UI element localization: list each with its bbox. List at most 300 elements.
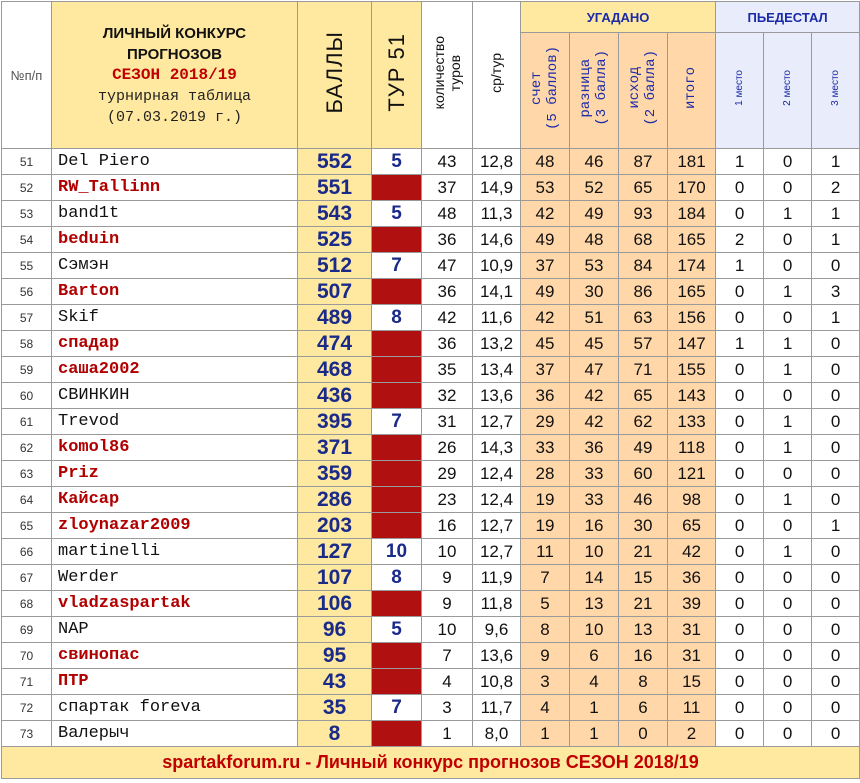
guessed-diff-cell: 33 bbox=[570, 461, 619, 487]
points-cell: 436 bbox=[298, 383, 372, 409]
date-label: (07.03.2019 г.) bbox=[106, 108, 243, 126]
row-number: 72 bbox=[2, 695, 52, 721]
guessed-diff-cell: 51 bbox=[570, 305, 619, 331]
guessed-outcome-cell: 84 bbox=[619, 253, 668, 279]
guessed-total-cell: 133 bbox=[668, 409, 716, 435]
guessed-score-cell: 8 bbox=[521, 617, 570, 643]
avg-per-tour-cell: 12,4 bbox=[473, 487, 521, 513]
player-name: Skif bbox=[52, 305, 298, 331]
col-balls-label: БАЛЛЫ bbox=[321, 31, 347, 114]
avg-per-tour-cell: 13,6 bbox=[473, 383, 521, 409]
tours-count-cell: 47 bbox=[422, 253, 473, 279]
table-row bbox=[2, 721, 860, 747]
player-name: band1t bbox=[52, 201, 298, 227]
place2-cell: 0 bbox=[764, 461, 812, 487]
guessed-total-cell: 31 bbox=[668, 617, 716, 643]
table-row bbox=[2, 331, 860, 357]
col-diff-label: разница (3 балла) bbox=[577, 50, 610, 126]
header-place2 bbox=[764, 33, 812, 149]
tour51-cell: 7 bbox=[372, 695, 422, 721]
guessed-total-cell: 181 bbox=[668, 149, 716, 175]
guessed-diff-cell: 4 bbox=[570, 669, 619, 695]
guessed-score-cell: 42 bbox=[521, 201, 570, 227]
row-number: 64 bbox=[2, 487, 52, 513]
tours-count-cell: 1 bbox=[422, 721, 473, 747]
tours-count-cell: 9 bbox=[422, 565, 473, 591]
place1-cell: 0 bbox=[716, 357, 764, 383]
row-number: 54 bbox=[2, 227, 52, 253]
place3-cell: 0 bbox=[812, 565, 860, 591]
col-place2-label: 2 место bbox=[781, 70, 793, 106]
points-cell: 371 bbox=[298, 435, 372, 461]
points-cell: 512 bbox=[298, 253, 372, 279]
tours-count-cell: 23 bbox=[422, 487, 473, 513]
tours-count-cell: 3 bbox=[422, 695, 473, 721]
place1-cell: 0 bbox=[716, 305, 764, 331]
player-name: komol86 bbox=[52, 435, 298, 461]
guessed-outcome-cell: 30 bbox=[619, 513, 668, 539]
place2-cell: 0 bbox=[764, 305, 812, 331]
col-outcome-label: исход (2 балла) bbox=[626, 50, 659, 126]
header-outcome bbox=[619, 33, 668, 149]
row-number: 73 bbox=[2, 721, 52, 747]
place1-cell: 0 bbox=[716, 643, 764, 669]
guessed-diff-cell: 48 bbox=[570, 227, 619, 253]
place3-cell: 3 bbox=[812, 279, 860, 305]
guessed-outcome-cell: 21 bbox=[619, 539, 668, 565]
place2-cell: 0 bbox=[764, 617, 812, 643]
guessed-diff-cell: 36 bbox=[570, 435, 619, 461]
guessed-diff-cell: 49 bbox=[570, 201, 619, 227]
guessed-total-cell: 174 bbox=[668, 253, 716, 279]
place1-cell: 0 bbox=[716, 695, 764, 721]
place2-cell: 0 bbox=[764, 253, 812, 279]
guessed-diff-cell: 42 bbox=[570, 409, 619, 435]
table-row bbox=[2, 539, 860, 565]
place1-cell: 1 bbox=[716, 331, 764, 357]
row-number: 56 bbox=[2, 279, 52, 305]
place2-cell: 0 bbox=[764, 513, 812, 539]
guessed-score-cell: 19 bbox=[521, 487, 570, 513]
points-cell: 106 bbox=[298, 591, 372, 617]
row-number: 51 bbox=[2, 149, 52, 175]
place2-cell: 0 bbox=[764, 227, 812, 253]
player-name: ПТР bbox=[52, 669, 298, 695]
tour51-cell: 8 bbox=[372, 305, 422, 331]
avg-per-tour-cell: 14,3 bbox=[473, 435, 521, 461]
guessed-outcome-cell: 60 bbox=[619, 461, 668, 487]
header-num bbox=[2, 2, 52, 149]
row-number: 68 bbox=[2, 591, 52, 617]
guessed-score-cell: 53 bbox=[521, 175, 570, 201]
guessed-outcome-cell: 49 bbox=[619, 435, 668, 461]
table-row bbox=[2, 175, 860, 201]
table-row bbox=[2, 409, 860, 435]
table-row bbox=[2, 227, 860, 253]
row-number: 61 bbox=[2, 409, 52, 435]
place2-cell: 1 bbox=[764, 435, 812, 461]
player-name: Кайсар bbox=[52, 487, 298, 513]
guessed-diff-cell: 13 bbox=[570, 591, 619, 617]
tours-count-cell: 29 bbox=[422, 461, 473, 487]
guessed-outcome-cell: 0 bbox=[619, 721, 668, 747]
place2-cell: 1 bbox=[764, 201, 812, 227]
table-row bbox=[2, 695, 860, 721]
player-name: zloynazar2009 bbox=[52, 513, 298, 539]
points-cell: 474 bbox=[298, 331, 372, 357]
guessed-score-cell: 49 bbox=[521, 227, 570, 253]
points-cell: 551 bbox=[298, 175, 372, 201]
avg-per-tour-cell: 12,7 bbox=[473, 513, 521, 539]
player-name: СВИНКИН bbox=[52, 383, 298, 409]
avg-per-tour-cell: 11,8 bbox=[473, 591, 521, 617]
place2-cell: 1 bbox=[764, 357, 812, 383]
guessed-score-cell: 42 bbox=[521, 305, 570, 331]
place2-cell: 0 bbox=[764, 175, 812, 201]
player-name: саша2002 bbox=[52, 357, 298, 383]
guessed-diff-cell: 14 bbox=[570, 565, 619, 591]
player-name: спадар bbox=[52, 331, 298, 357]
row-number: 62 bbox=[2, 435, 52, 461]
guessed-score-cell: 37 bbox=[521, 253, 570, 279]
guessed-total-cell: 121 bbox=[668, 461, 716, 487]
guessed-total-cell: 156 bbox=[668, 305, 716, 331]
guessed-diff-cell: 10 bbox=[570, 539, 619, 565]
guessed-score-cell: 7 bbox=[521, 565, 570, 591]
tours-count-cell: 43 bbox=[422, 149, 473, 175]
col-place1-label: 1 место bbox=[733, 70, 745, 106]
row-number: 70 bbox=[2, 643, 52, 669]
guessed-score-cell: 29 bbox=[521, 409, 570, 435]
avg-per-tour-cell: 10,9 bbox=[473, 253, 521, 279]
table-body bbox=[2, 149, 860, 747]
guessed-outcome-cell: 71 bbox=[619, 357, 668, 383]
place2-cell: 1 bbox=[764, 487, 812, 513]
tours-count-cell: 9 bbox=[422, 591, 473, 617]
row-number: 65 bbox=[2, 513, 52, 539]
row-number: 67 bbox=[2, 565, 52, 591]
place2-cell: 0 bbox=[764, 695, 812, 721]
points-cell: 35 bbox=[298, 695, 372, 721]
avg-per-tour-cell: 11,6 bbox=[473, 305, 521, 331]
player-name: Валерыч bbox=[52, 721, 298, 747]
avg-per-tour-cell: 13,2 bbox=[473, 331, 521, 357]
place3-cell: 0 bbox=[812, 435, 860, 461]
col-tours-label: количество туров bbox=[430, 35, 463, 110]
avg-per-tour-cell: 12,8 bbox=[473, 149, 521, 175]
place2-cell: 1 bbox=[764, 539, 812, 565]
tour51-cell bbox=[372, 487, 422, 513]
tour51-cell bbox=[372, 227, 422, 253]
tours-count-cell: 37 bbox=[422, 175, 473, 201]
place3-cell: 0 bbox=[812, 539, 860, 565]
tour51-cell bbox=[372, 591, 422, 617]
guessed-total-cell: 118 bbox=[668, 435, 716, 461]
guessed-score-cell: 9 bbox=[521, 643, 570, 669]
guessed-score-cell: 3 bbox=[521, 669, 570, 695]
tours-count-cell: 32 bbox=[422, 383, 473, 409]
guessed-total-cell: 155 bbox=[668, 357, 716, 383]
tours-count-cell: 26 bbox=[422, 435, 473, 461]
tour51-cell: 5 bbox=[372, 201, 422, 227]
tour51-cell bbox=[372, 669, 422, 695]
place3-cell: 0 bbox=[812, 357, 860, 383]
guessed-outcome-cell: 21 bbox=[619, 591, 668, 617]
avg-per-tour-cell: 9,6 bbox=[473, 617, 521, 643]
col-avg-label: ср/тур bbox=[488, 52, 505, 93]
place1-cell: 0 bbox=[716, 617, 764, 643]
place1-cell: 0 bbox=[716, 513, 764, 539]
guessed-diff-cell: 30 bbox=[570, 279, 619, 305]
points-cell: 468 bbox=[298, 357, 372, 383]
tour51-cell bbox=[372, 435, 422, 461]
tours-count-cell: 4 bbox=[422, 669, 473, 695]
place1-cell: 0 bbox=[716, 721, 764, 747]
row-number: 69 bbox=[2, 617, 52, 643]
tour51-cell bbox=[372, 383, 422, 409]
guessed-outcome-cell: 13 bbox=[619, 617, 668, 643]
place2-cell: 0 bbox=[764, 643, 812, 669]
tours-count-cell: 7 bbox=[422, 643, 473, 669]
header-place3 bbox=[812, 33, 860, 149]
place2-cell: 0 bbox=[764, 149, 812, 175]
header-place1 bbox=[716, 33, 764, 149]
points-cell: 543 bbox=[298, 201, 372, 227]
player-name: Barton bbox=[52, 279, 298, 305]
standings-table bbox=[1, 1, 860, 779]
table-row bbox=[2, 383, 860, 409]
place3-cell: 1 bbox=[812, 513, 860, 539]
header-avg bbox=[473, 2, 521, 149]
guessed-diff-cell: 46 bbox=[570, 149, 619, 175]
table-row bbox=[2, 305, 860, 331]
guessed-score-cell: 37 bbox=[521, 357, 570, 383]
place1-cell: 0 bbox=[716, 539, 764, 565]
avg-per-tour-cell: 12,7 bbox=[473, 539, 521, 565]
guessed-score-cell: 33 bbox=[521, 435, 570, 461]
title-line-2: ПРОГНОЗОВ bbox=[127, 45, 222, 63]
place1-cell: 0 bbox=[716, 669, 764, 695]
guessed-total-cell: 98 bbox=[668, 487, 716, 513]
player-name: martinelli bbox=[52, 539, 298, 565]
guessed-outcome-cell: 15 bbox=[619, 565, 668, 591]
place1-cell: 0 bbox=[716, 435, 764, 461]
place3-cell: 0 bbox=[812, 643, 860, 669]
place3-cell: 1 bbox=[812, 227, 860, 253]
place1-cell: 0 bbox=[716, 591, 764, 617]
points-cell: 203 bbox=[298, 513, 372, 539]
guessed-diff-cell: 47 bbox=[570, 357, 619, 383]
table-row bbox=[2, 669, 860, 695]
guessed-total-cell: 11 bbox=[668, 695, 716, 721]
guessed-outcome-cell: 46 bbox=[619, 487, 668, 513]
avg-per-tour-cell: 13,4 bbox=[473, 357, 521, 383]
guessed-score-cell: 28 bbox=[521, 461, 570, 487]
guessed-diff-cell: 16 bbox=[570, 513, 619, 539]
row-number: 71 bbox=[2, 669, 52, 695]
guessed-outcome-cell: 57 bbox=[619, 331, 668, 357]
player-name: Сэмэн bbox=[52, 253, 298, 279]
guessed-total-cell: 170 bbox=[668, 175, 716, 201]
tour51-cell: 5 bbox=[372, 149, 422, 175]
avg-per-tour-cell: 12,4 bbox=[473, 461, 521, 487]
place3-cell: 0 bbox=[812, 383, 860, 409]
tours-count-cell: 10 bbox=[422, 617, 473, 643]
player-name: Del Piero bbox=[52, 149, 298, 175]
guessed-diff-cell: 42 bbox=[570, 383, 619, 409]
table-row bbox=[2, 643, 860, 669]
points-cell: 395 bbox=[298, 409, 372, 435]
place3-cell: 0 bbox=[812, 617, 860, 643]
guessed-score-cell: 48 bbox=[521, 149, 570, 175]
guessed-outcome-cell: 6 bbox=[619, 695, 668, 721]
group-guessed: УГАДАНО bbox=[521, 2, 716, 33]
place3-cell: 0 bbox=[812, 253, 860, 279]
avg-per-tour-cell: 11,9 bbox=[473, 565, 521, 591]
season-label: СЕЗОН 2018/19 bbox=[112, 65, 237, 84]
row-number: 59 bbox=[2, 357, 52, 383]
guessed-score-cell: 19 bbox=[521, 513, 570, 539]
place1-cell: 2 bbox=[716, 227, 764, 253]
table-row bbox=[2, 357, 860, 383]
place2-cell: 0 bbox=[764, 383, 812, 409]
header-diff bbox=[570, 33, 619, 149]
table-row bbox=[2, 487, 860, 513]
table-row bbox=[2, 435, 860, 461]
col-score-label: счет (5 баллов) bbox=[528, 45, 561, 130]
guessed-diff-cell: 1 bbox=[570, 695, 619, 721]
tours-count-cell: 36 bbox=[422, 227, 473, 253]
player-name: Trevod bbox=[52, 409, 298, 435]
row-number: 55 bbox=[2, 253, 52, 279]
tour51-cell bbox=[372, 513, 422, 539]
guessed-outcome-cell: 65 bbox=[619, 175, 668, 201]
points-cell: 95 bbox=[298, 643, 372, 669]
avg-per-tour-cell: 13,6 bbox=[473, 643, 521, 669]
points-cell: 43 bbox=[298, 669, 372, 695]
place1-cell: 0 bbox=[716, 175, 764, 201]
tour51-cell: 5 bbox=[372, 617, 422, 643]
guessed-total-cell: 31 bbox=[668, 643, 716, 669]
guessed-diff-cell: 45 bbox=[570, 331, 619, 357]
guessed-diff-cell: 53 bbox=[570, 253, 619, 279]
guessed-total-cell: 15 bbox=[668, 669, 716, 695]
points-cell: 96 bbox=[298, 617, 372, 643]
footer-banner: spartakforum.ru - Личный конкурс прогнозов СЕЗОН 2018/19 bbox=[2, 747, 860, 779]
player-name: vladzaspartak bbox=[52, 591, 298, 617]
guessed-diff-cell: 33 bbox=[570, 487, 619, 513]
guessed-total-cell: 184 bbox=[668, 201, 716, 227]
avg-per-tour-cell: 14,1 bbox=[473, 279, 521, 305]
col-total-label: итого bbox=[683, 66, 700, 109]
place3-cell: 0 bbox=[812, 695, 860, 721]
tours-count-cell: 36 bbox=[422, 331, 473, 357]
tour51-cell: 10 bbox=[372, 539, 422, 565]
points-cell: 107 bbox=[298, 565, 372, 591]
guessed-outcome-cell: 65 bbox=[619, 383, 668, 409]
tour51-cell bbox=[372, 461, 422, 487]
header-balls bbox=[298, 2, 372, 149]
place2-cell: 1 bbox=[764, 409, 812, 435]
table-row bbox=[2, 253, 860, 279]
guessed-score-cell: 45 bbox=[521, 331, 570, 357]
table-row bbox=[2, 513, 860, 539]
guessed-total-cell: 39 bbox=[668, 591, 716, 617]
place3-cell: 0 bbox=[812, 721, 860, 747]
place3-cell: 1 bbox=[812, 201, 860, 227]
points-cell: 8 bbox=[298, 721, 372, 747]
player-name: спартак foreva bbox=[52, 695, 298, 721]
place1-cell: 0 bbox=[716, 487, 764, 513]
title-line-1: ЛИЧНЫЙ КОНКУРС bbox=[102, 24, 247, 42]
num-label: №п/п bbox=[10, 67, 43, 83]
row-number: 57 bbox=[2, 305, 52, 331]
avg-per-tour-cell: 11,3 bbox=[473, 201, 521, 227]
player-name: Werder bbox=[52, 565, 298, 591]
tour51-cell bbox=[372, 331, 422, 357]
place3-cell: 0 bbox=[812, 669, 860, 695]
guessed-outcome-cell: 16 bbox=[619, 643, 668, 669]
points-cell: 525 bbox=[298, 227, 372, 253]
guessed-outcome-cell: 62 bbox=[619, 409, 668, 435]
guessed-total-cell: 165 bbox=[668, 227, 716, 253]
table-row bbox=[2, 279, 860, 305]
guessed-score-cell: 1 bbox=[521, 721, 570, 747]
place3-cell: 0 bbox=[812, 591, 860, 617]
tour51-cell: 7 bbox=[372, 409, 422, 435]
guessed-total-cell: 147 bbox=[668, 331, 716, 357]
place2-cell: 0 bbox=[764, 591, 812, 617]
player-name: свинопас bbox=[52, 643, 298, 669]
points-cell: 127 bbox=[298, 539, 372, 565]
guessed-outcome-cell: 87 bbox=[619, 149, 668, 175]
guessed-diff-cell: 10 bbox=[570, 617, 619, 643]
guessed-diff-cell: 1 bbox=[570, 721, 619, 747]
group-podium: ПЬЕДЕСТАЛ bbox=[716, 2, 860, 33]
points-cell: 489 bbox=[298, 305, 372, 331]
avg-per-tour-cell: 14,9 bbox=[473, 175, 521, 201]
avg-per-tour-cell: 8,0 bbox=[473, 721, 521, 747]
guessed-score-cell: 4 bbox=[521, 695, 570, 721]
place3-cell: 1 bbox=[812, 305, 860, 331]
guessed-outcome-cell: 93 bbox=[619, 201, 668, 227]
player-name: RW_Tallinn bbox=[52, 175, 298, 201]
table-row bbox=[2, 461, 860, 487]
place2-cell: 1 bbox=[764, 331, 812, 357]
tours-count-cell: 42 bbox=[422, 305, 473, 331]
guessed-outcome-cell: 8 bbox=[619, 669, 668, 695]
player-name: NAP bbox=[52, 617, 298, 643]
place2-cell: 1 bbox=[764, 279, 812, 305]
place3-cell: 2 bbox=[812, 175, 860, 201]
row-number: 53 bbox=[2, 201, 52, 227]
tour51-cell bbox=[372, 357, 422, 383]
standings-sheet bbox=[1, 1, 859, 779]
title-line-4: турнирная таблица bbox=[97, 87, 252, 105]
header-total bbox=[668, 33, 716, 149]
row-number: 58 bbox=[2, 331, 52, 357]
place3-cell: 0 bbox=[812, 331, 860, 357]
guessed-outcome-cell: 86 bbox=[619, 279, 668, 305]
guessed-total-cell: 42 bbox=[668, 539, 716, 565]
place1-cell: 0 bbox=[716, 383, 764, 409]
table-row bbox=[2, 591, 860, 617]
row-number: 63 bbox=[2, 461, 52, 487]
guessed-total-cell: 165 bbox=[668, 279, 716, 305]
guessed-score-cell: 5 bbox=[521, 591, 570, 617]
table-row bbox=[2, 617, 860, 643]
player-name: beduin bbox=[52, 227, 298, 253]
